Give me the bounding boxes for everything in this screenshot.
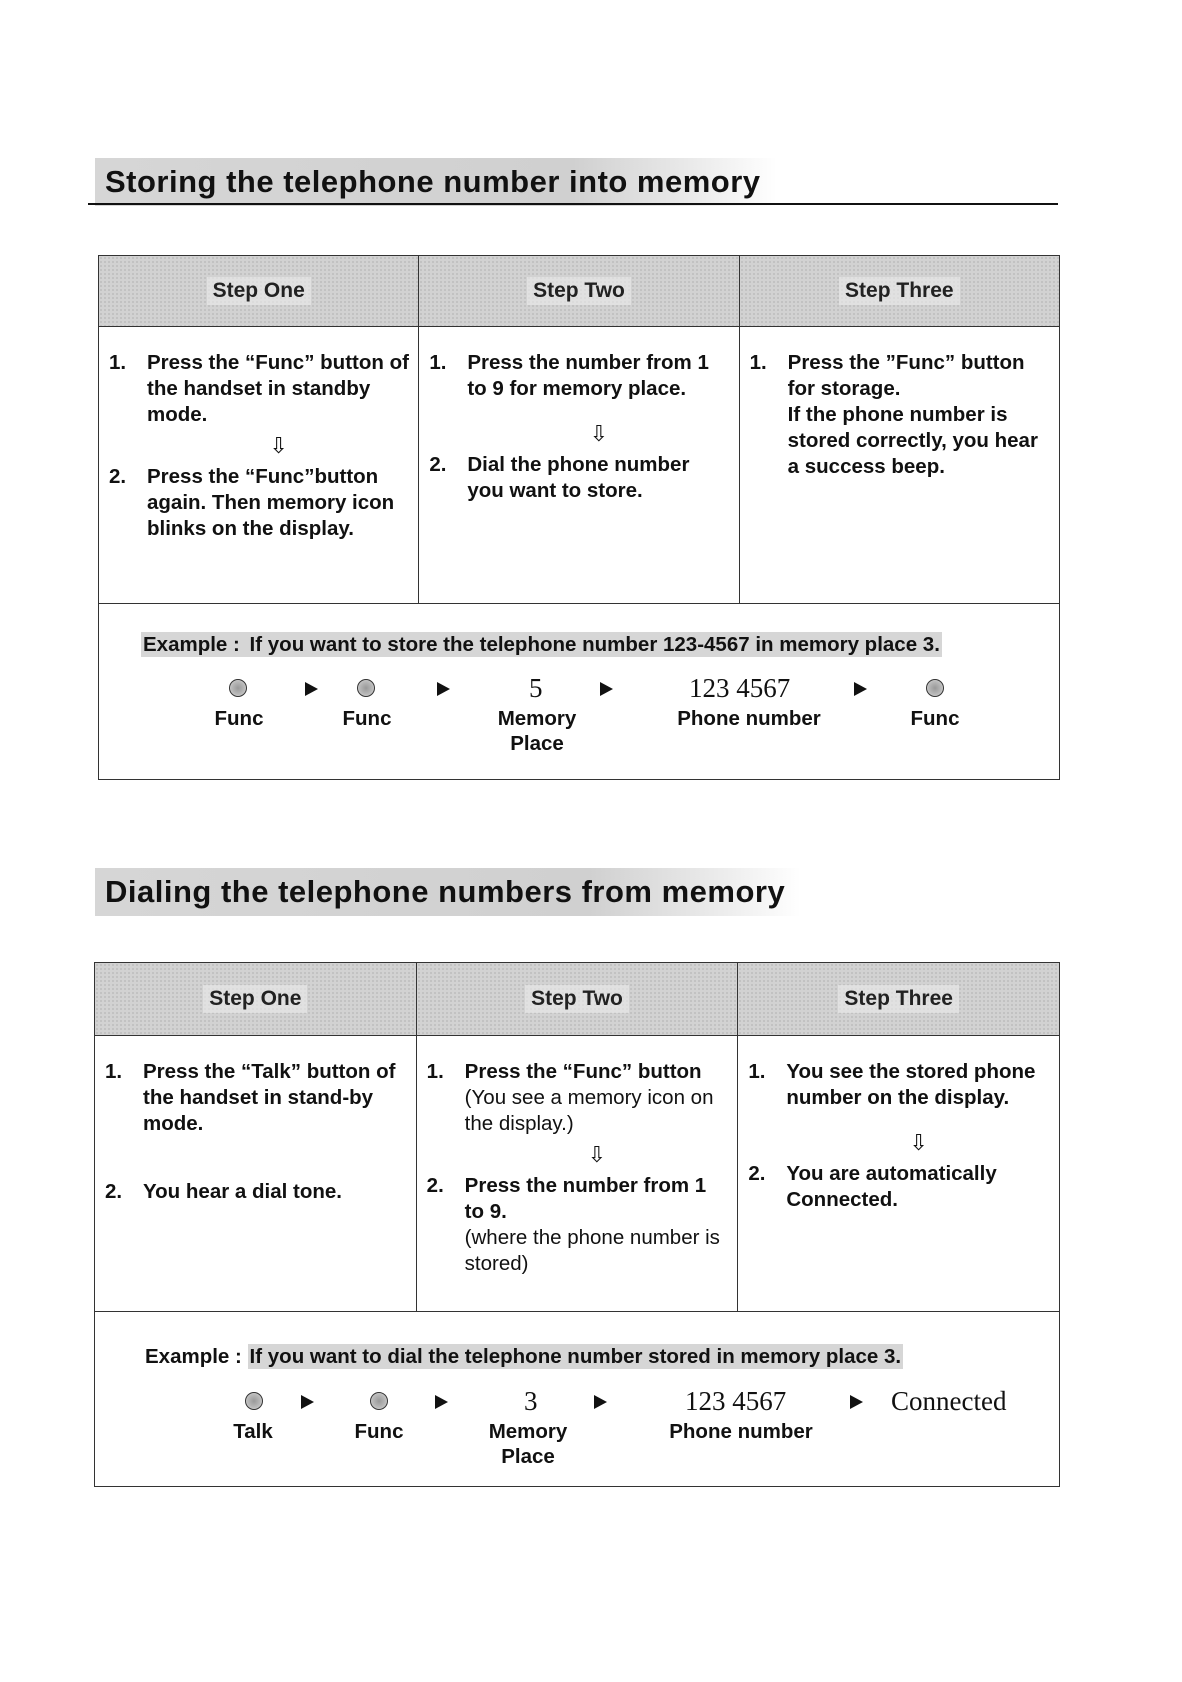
label-memory-place: Memory Place: [497, 707, 577, 755]
list-item: 2. Dial the phone number you want to store.: [429, 453, 690, 502]
storing-step-two-cell: [418, 326, 738, 603]
func-button-icon: [229, 679, 247, 697]
section-title-dialing: Dialing the telephone numbers from memory: [95, 868, 801, 916]
triangle-right-icon: [437, 682, 450, 696]
label-phone-number: Phone number: [677, 707, 821, 730]
phone-number-value: 123 4567: [689, 673, 791, 703]
triangle-right-icon: [305, 682, 318, 696]
down-arrow-icon: ⇩: [589, 421, 609, 446]
title-divider: [88, 203, 1058, 205]
dialing-steps-table: [94, 962, 1060, 1487]
list-item: 1. Press the “Func” button of the handset in standby mode.: [109, 351, 409, 426]
down-arrow-icon: ⇩: [909, 1130, 928, 1155]
label-func: Func: [214, 707, 264, 730]
header-step-one: Step One: [99, 256, 418, 326]
list-item: 1. Press the number from 1 to 9 for memory place.: [429, 351, 709, 400]
header-step-two: Step Two: [416, 963, 738, 1035]
dialing-header-row: [95, 963, 1059, 1036]
storing-example: [99, 603, 1059, 778]
memory-place-value: 3: [524, 1386, 538, 1416]
storing-step-three-cell: [739, 326, 1059, 603]
down-arrow-icon: ⇩: [587, 1142, 607, 1167]
list-item: 2. Press the “Func”button again. Then memory icon blinks on the display.: [109, 465, 395, 540]
storing-step-one-cell: [99, 326, 418, 603]
triangle-right-icon: [594, 1395, 607, 1409]
storing-steps-table: [98, 255, 1060, 780]
list-item: 1. Press the ”Func” button for storage. If the phone number is stored correctly, you hear a success beep.: [749, 351, 1038, 478]
dialing-example: [95, 1311, 1059, 1486]
triangle-right-icon: [600, 682, 613, 696]
label-func: Func: [910, 707, 960, 730]
label-phone-number: Phone number: [669, 1420, 813, 1443]
dialing-body-row: [95, 1035, 1059, 1312]
example-text: Example : If you want to store the telephone number 123-4567 in memory place 3.: [143, 633, 940, 656]
down-arrow-icon: ⇩: [269, 433, 288, 458]
label-talk: Talk: [233, 1420, 273, 1443]
memory-place-value: 5: [529, 673, 543, 703]
header-step-three: Step Three: [739, 256, 1059, 326]
func-button-icon: [926, 679, 944, 697]
triangle-right-icon: [435, 1395, 448, 1409]
connected-value: Connected: [891, 1386, 1007, 1416]
triangle-right-icon: [854, 682, 867, 696]
storing-body-row: [99, 326, 1059, 604]
list-item: 2. Press the number from 1 to 9. (where the phone number is stored): [426, 1174, 720, 1275]
triangle-right-icon: [301, 1395, 314, 1409]
dialing-step-two-cell: [416, 1035, 738, 1311]
label-func: Func: [354, 1420, 404, 1443]
triangle-right-icon: [850, 1395, 863, 1409]
header-step-three: Step Three: [737, 963, 1059, 1035]
phone-number-value: 123 4567: [685, 1386, 787, 1416]
list-item: 1. Press the “Func” button (You see a memory icon on the display.): [426, 1060, 714, 1135]
list-item: 1. You see the stored phone number on the display.: [748, 1060, 1036, 1109]
list-item: 2. You are automatically Connected.: [748, 1162, 997, 1211]
storing-header-row: [99, 256, 1059, 327]
dialing-step-three-cell: [737, 1035, 1059, 1311]
header-step-two: Step Two: [418, 256, 738, 326]
section-title-storing: Storing the telephone number into memory: [95, 158, 777, 206]
func-button-icon: [357, 679, 375, 697]
header-step-one: Step One: [95, 963, 416, 1035]
example-text: Example : If you want to dial the telephone number stored in memory place 3.: [145, 1345, 902, 1368]
func-button-icon: [370, 1392, 388, 1410]
talk-button-icon: [245, 1392, 263, 1410]
label-memory-place: Memory Place: [488, 1420, 568, 1468]
dialing-step-one-cell: [95, 1035, 416, 1311]
label-func: Func: [342, 707, 392, 730]
list-item: 2. You hear a dial tone.: [105, 1180, 342, 1203]
list-item: 1. Press the “Talk” button of the handset in stand-by mode.: [105, 1060, 396, 1135]
